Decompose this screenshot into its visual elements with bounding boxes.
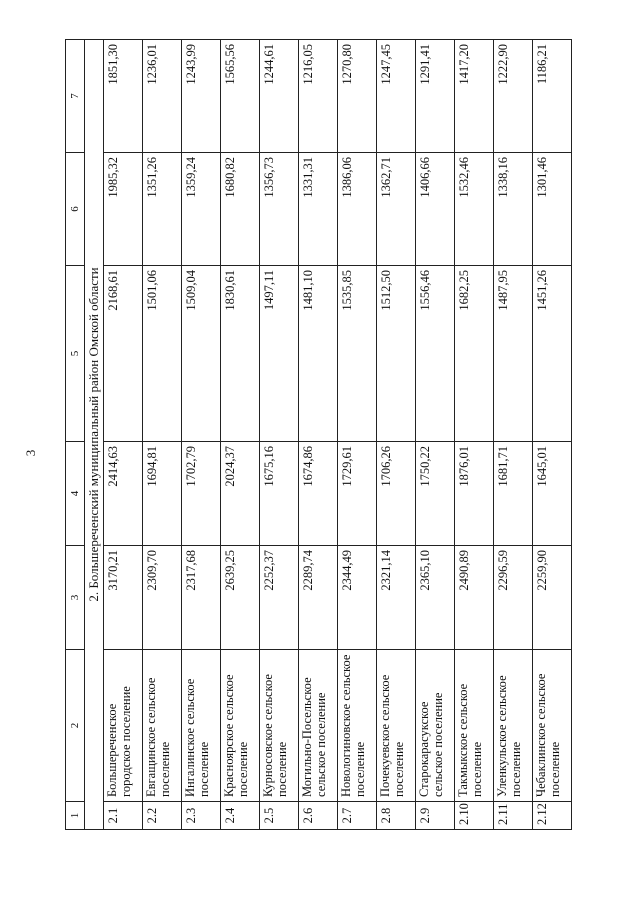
settlement-name-cell: Курносовское сельское поселение [260,650,299,802]
value-cell: 1497,11 [260,266,299,442]
value-cell: 1481,10 [299,266,338,442]
row-index-cell: 2.7 [338,802,377,830]
value-cell: 1244,61 [260,40,299,153]
value-cell: 2317,68 [182,546,221,650]
settlement-name-cell: Чебаклинское сельское поселение [533,650,572,802]
value-cell: 2490,89 [455,546,494,650]
table-row [377,40,416,830]
row-index-cell: 2.8 [377,802,416,830]
header-cell: 3 [66,546,85,650]
value-cell: 1565,56 [221,40,260,153]
settlement-name-cell: Новологиновское сельское поселение [338,650,377,802]
value-cell: 1674,86 [299,442,338,546]
table-sheet [65,40,610,830]
value-cell: 1675,16 [260,442,299,546]
value-cell: 2024,37 [221,442,260,546]
row-index-cell: 2.11 [494,802,533,830]
value-cell: 1222,90 [494,40,533,153]
value-cell: 2168,61 [104,266,143,442]
value-cell: 1876,01 [455,442,494,546]
value-cell: 2414,63 [104,442,143,546]
header-cell: 7 [66,40,85,153]
value-cell: 1243,99 [182,40,221,153]
value-cell: 1535,85 [338,266,377,442]
value-cell: 1851,30 [104,40,143,153]
table-row [455,40,494,830]
table-row [416,40,455,830]
value-cell: 1338,16 [494,153,533,266]
value-cell: 2365,10 [416,546,455,650]
value-cell: 3170,21 [104,546,143,650]
value-cell: 1487,95 [494,266,533,442]
value-cell: 2321,14 [377,546,416,650]
value-cell: 1702,79 [182,442,221,546]
table-row [143,40,182,830]
section-title: 2. Большереченский муниципальный район Омской области [85,40,104,830]
settlement-name-cell: Красноярское сельское поселение [221,650,260,802]
value-cell: 1247,45 [377,40,416,153]
value-cell: 1331,31 [299,153,338,266]
value-cell: 1359,24 [182,153,221,266]
value-cell: 1406,66 [416,153,455,266]
row-index-cell: 2.2 [143,802,182,830]
settlement-name-cell: Такмыкское сельское поселение [455,650,494,802]
value-cell: 1681,71 [494,442,533,546]
value-cell: 1694,81 [143,442,182,546]
section-title-row [85,40,104,830]
settlement-name-cell: Ингалинское сельское поселение [182,650,221,802]
value-cell: 1830,61 [221,266,260,442]
settlement-name-cell: Старокарасукское сельское поселение [416,650,455,802]
value-cell: 1216,05 [299,40,338,153]
row-index-cell: 2.5 [260,802,299,830]
page-number: 3 [23,449,38,457]
value-cell: 2259,90 [533,546,572,650]
column-number-header-row [66,40,85,830]
row-index-cell: 2.12 [533,802,572,830]
value-cell: 1351,26 [143,153,182,266]
row-index-cell: 2.3 [182,802,221,830]
value-cell: 1501,06 [143,266,182,442]
value-cell: 1270,80 [338,40,377,153]
data-table [65,39,572,830]
header-cell: 5 [66,266,85,442]
value-cell: 1645,01 [533,442,572,546]
value-cell: 1509,04 [182,266,221,442]
settlement-name-cell: Почекуевское сельское поселение [377,650,416,802]
value-cell: 1386,06 [338,153,377,266]
value-cell: 2296,59 [494,546,533,650]
value-cell: 1301,46 [533,153,572,266]
settlement-name-cell: Уленкульское сельское поселение [494,650,533,802]
value-cell: 1680,82 [221,153,260,266]
value-cell: 1186,21 [533,40,572,153]
settlement-name-cell: Могильно-Посельское сельское поселение [299,650,338,802]
value-cell: 2289,74 [299,546,338,650]
value-cell: 1291,41 [416,40,455,153]
table-row [299,40,338,830]
table-row [533,40,572,830]
row-index-cell: 2.10 [455,802,494,830]
header-cell: 6 [66,153,85,266]
value-cell: 1556,46 [416,266,455,442]
row-index-cell: 2.4 [221,802,260,830]
value-cell: 1362,71 [377,153,416,266]
table-row [221,40,260,830]
table-row [338,40,377,830]
header-cell: 4 [66,442,85,546]
value-cell: 1532,46 [455,153,494,266]
row-index-cell: 2.6 [299,802,338,830]
value-cell: 1750,22 [416,442,455,546]
value-cell: 1236,01 [143,40,182,153]
value-cell: 1356,73 [260,153,299,266]
value-cell: 1451,26 [533,266,572,442]
settlement-name-cell: Евгащинское сельское поселение [143,650,182,802]
value-cell: 2252,37 [260,546,299,650]
row-index-cell: 2.9 [416,802,455,830]
value-cell: 1512,50 [377,266,416,442]
table-row [260,40,299,830]
header-cell: 2 [66,650,85,802]
value-cell: 2309,70 [143,546,182,650]
value-cell: 1417,20 [455,40,494,153]
value-cell: 1985,32 [104,153,143,266]
table-row [104,40,143,830]
value-cell: 2639,25 [221,546,260,650]
table-row [494,40,533,830]
row-index-cell: 2.1 [104,802,143,830]
table-row [182,40,221,830]
settlement-name-cell: Большереченское городское поселение [104,650,143,802]
rotated-table-area [65,40,610,830]
value-cell: 1729,61 [338,442,377,546]
header-cell: 1 [66,802,85,830]
value-cell: 1682,25 [455,266,494,442]
value-cell: 2344,49 [338,546,377,650]
value-cell: 1706,26 [377,442,416,546]
